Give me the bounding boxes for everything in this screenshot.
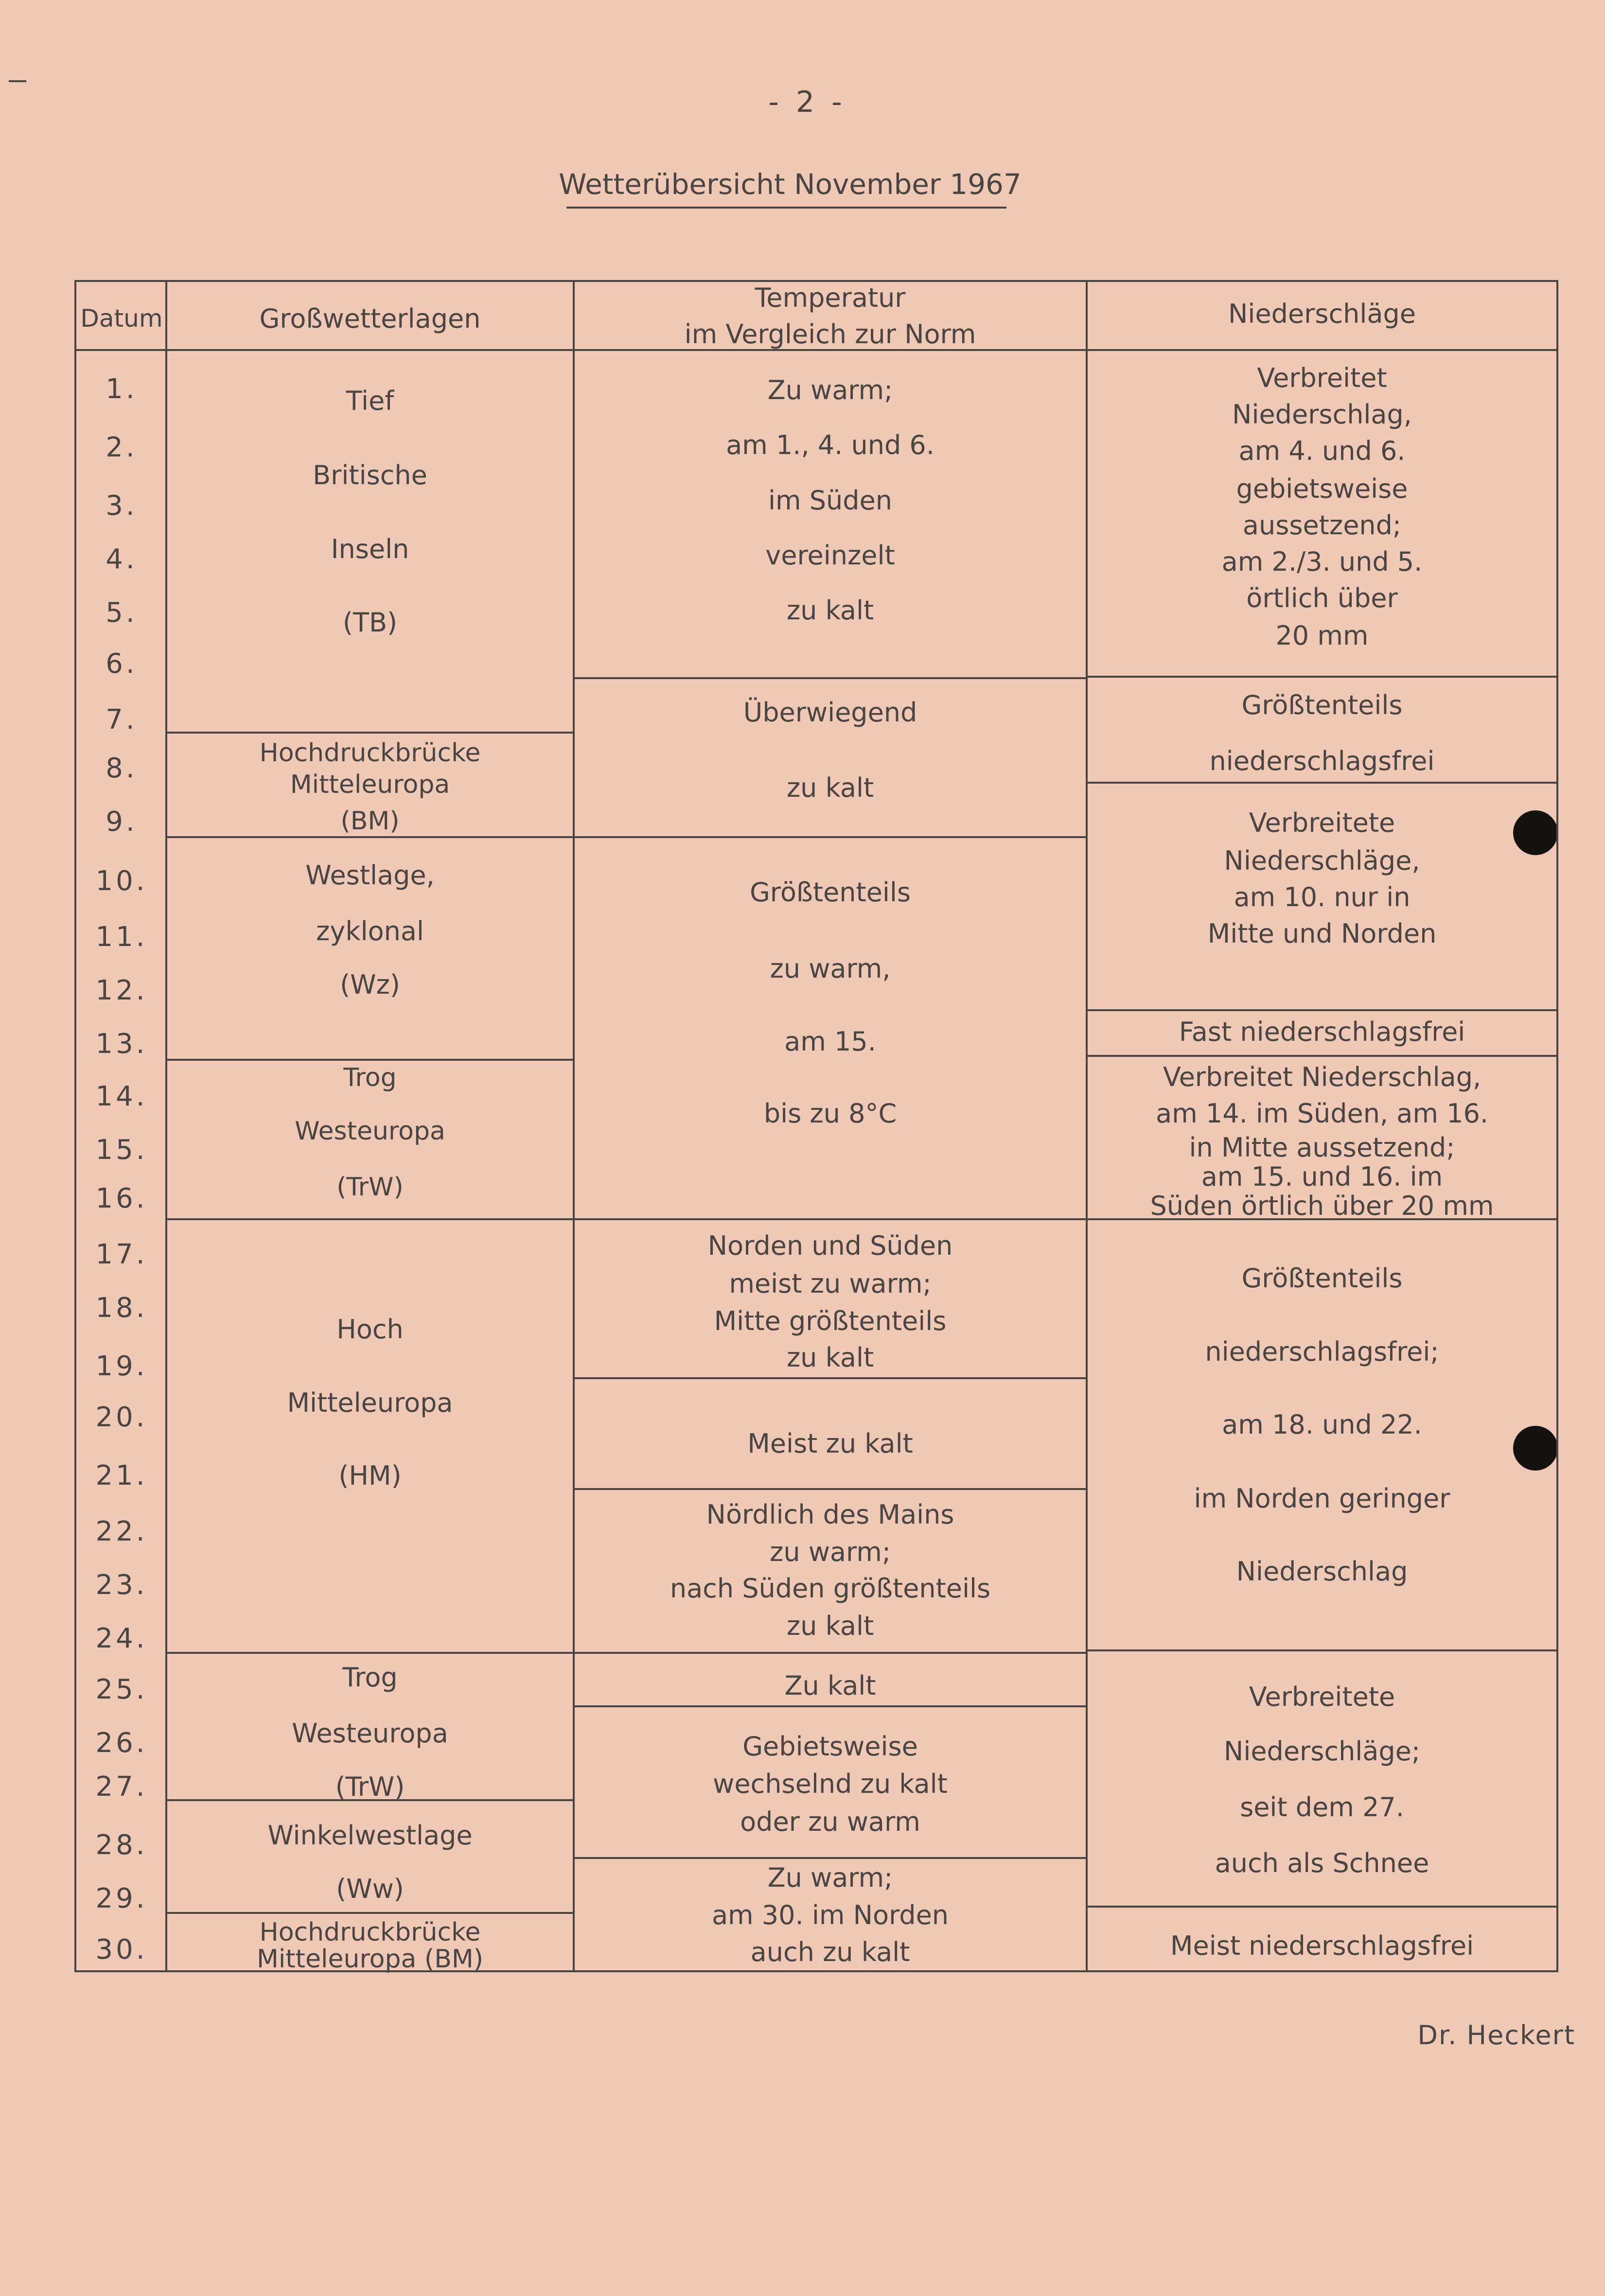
- nied-6-line2: niederschlagsfrei;: [1205, 1336, 1439, 1367]
- temp-9-line2: am 30. im Norden: [711, 1900, 949, 1930]
- lage-tb-line4: (TB): [342, 607, 398, 638]
- nied-3-line3: am 10. nur in: [1234, 882, 1411, 912]
- lage-hm-line2: Mitteleuropa: [287, 1387, 453, 1418]
- lage-hm-line1: Hoch: [336, 1314, 404, 1345]
- lage-ww-line2: (Ww): [336, 1874, 404, 1904]
- nied-6-line4: im Norden geringer: [1194, 1483, 1450, 1514]
- nied-7-line3: seit dem 27.: [1240, 1792, 1404, 1823]
- header-datum: Datum: [80, 304, 163, 333]
- lage-trw-line3: (TrW): [336, 1173, 404, 1202]
- nied-5-line3: in Mitte aussetzend;: [1189, 1132, 1455, 1163]
- day-6: 6.: [106, 648, 138, 680]
- day-7: 7.: [106, 704, 138, 736]
- temp-9-line3: auch zu kalt: [750, 1937, 910, 1967]
- temp-8-line1: Gebietsweise: [742, 1731, 918, 1762]
- temp-4-line4: zu kalt: [786, 1342, 874, 1373]
- temp-6-line2: zu warm;: [769, 1537, 891, 1567]
- temp-1-line3: im Süden: [768, 485, 892, 516]
- temp-3-line4: bis zu 8°C: [763, 1098, 897, 1129]
- nied-1-line4: gebietsweise: [1236, 473, 1408, 504]
- nied-7-line1: Verbreitete: [1249, 1682, 1395, 1712]
- header-temperatur-line2: im Vergleich zur Norm: [684, 319, 976, 350]
- lage-bm-line2: Mitteleuropa: [290, 770, 450, 799]
- nied-6-line5: Niederschlag: [1236, 1556, 1408, 1587]
- signature: Dr. Heckert: [1417, 2020, 1575, 2051]
- day-28: 28.: [95, 1829, 148, 1861]
- nied-2-line2: niederschlagsfrei: [1209, 746, 1435, 776]
- nied-1-line7: örtlich über: [1246, 583, 1398, 613]
- temp-1-line2: am 1., 4. und 6.: [726, 430, 935, 460]
- temp-1-line5: zu kalt: [786, 595, 874, 626]
- temp-2-line2: zu kalt: [786, 772, 874, 803]
- temp-7-line1: Zu kalt: [784, 1670, 876, 1701]
- day-25: 25.: [95, 1674, 148, 1705]
- lage-trw-line2: Westeuropa: [295, 1117, 445, 1146]
- nied-7-line4: auch als Schnee: [1215, 1848, 1429, 1878]
- temp-2-line1: Überwiegend: [743, 697, 917, 728]
- nied-6-line3: am 18. und 22.: [1222, 1409, 1422, 1440]
- temp-3-line3: am 15.: [784, 1026, 876, 1057]
- lage-hm-line3: (HM): [338, 1460, 402, 1491]
- lage-bm2-line1: Hochdruckbrücke: [259, 1918, 481, 1947]
- header-grosswetterlagen: Großwetterlagen: [259, 303, 481, 334]
- day-19: 19.: [95, 1350, 148, 1382]
- page-title: Wetterübersicht November 1967: [559, 168, 1022, 201]
- day-20: 20.: [95, 1402, 148, 1433]
- lage-bm-line3: (BM): [340, 806, 400, 836]
- nied-1-line6: am 2./3. und 5.: [1221, 546, 1423, 577]
- header-temperatur-line1: Temperatur: [755, 282, 906, 313]
- day-27: 27.: [95, 1771, 148, 1803]
- temp-6-line3: nach Süden größtenteils: [670, 1573, 991, 1604]
- nied-3-line1: Verbreitete: [1249, 807, 1395, 838]
- day-17: 17.: [95, 1239, 148, 1270]
- temp-4-line1: Norden und Süden: [707, 1230, 953, 1261]
- lage-wz-line2: zyklonal: [316, 916, 424, 946]
- day-2: 2.: [106, 432, 138, 463]
- nied-5-line1: Verbreitet Niederschlag,: [1163, 1062, 1482, 1092]
- temp-6-line1: Nördlich des Mains: [706, 1499, 954, 1530]
- day-26: 26.: [95, 1727, 148, 1759]
- nied-2-line1: Größtenteils: [1241, 690, 1403, 720]
- day-14: 14.: [95, 1081, 148, 1112]
- temp-5-line1: Meist zu kalt: [747, 1428, 913, 1459]
- page-number: - 2 -: [768, 85, 846, 119]
- day-15: 15.: [95, 1134, 148, 1166]
- nied-6-line1: Größtenteils: [1241, 1263, 1403, 1294]
- nied-5-line5: Süden örtlich über 20 mm: [1150, 1191, 1494, 1221]
- temp-8-line2: wechselnd zu kalt: [713, 1769, 948, 1799]
- nied-1-line5: aussetzend;: [1242, 510, 1402, 541]
- lage-trw2-line1: Trog: [342, 1662, 398, 1693]
- lage-tb-line1: Tief: [346, 386, 394, 416]
- lage-tb-line3: Inseln: [331, 534, 409, 564]
- temp-4-line2: meist zu warm;: [729, 1268, 932, 1299]
- nied-1-line2: Niederschlag,: [1232, 399, 1412, 430]
- day-29: 29.: [95, 1883, 148, 1914]
- nied-4-line1: Fast niederschlagsfrei: [1179, 1017, 1465, 1047]
- temp-6-line4: zu kalt: [786, 1611, 874, 1641]
- nied-7-line2: Niederschläge;: [1223, 1736, 1421, 1767]
- day-16: 16.: [95, 1183, 148, 1214]
- lage-trw-line1: Trog: [343, 1063, 397, 1092]
- nied-1-line3: am 4. und 6.: [1238, 436, 1406, 466]
- lage-wz-line3: (Wz): [340, 969, 400, 1000]
- temp-3-line1: Größtenteils: [749, 877, 911, 908]
- nied-5-line2: am 14. im Süden, am 16.: [1156, 1098, 1488, 1129]
- day-24: 24.: [95, 1623, 148, 1654]
- day-10: 10.: [95, 865, 148, 897]
- nied-1-line8: 20 mm: [1275, 620, 1369, 651]
- day-11: 11.: [95, 921, 148, 953]
- day-8: 8.: [106, 753, 138, 784]
- temp-1-line4: vereinzelt: [765, 540, 895, 571]
- day-30: 30.: [95, 1934, 148, 1965]
- nied-3-line4: Mitte und Norden: [1207, 918, 1437, 949]
- day-9: 9.: [106, 806, 138, 838]
- day-1: 1.: [106, 373, 138, 405]
- lage-trw2-line2: Westeuropa: [292, 1718, 448, 1749]
- lage-ww-line1: Winkelwestlage: [267, 1820, 473, 1851]
- lage-trw2-line3: (TrW): [335, 1771, 405, 1802]
- temp-4-line3: Mitte größtenteils: [714, 1306, 947, 1336]
- day-21: 21.: [95, 1460, 148, 1491]
- day-12: 12.: [95, 975, 148, 1006]
- temp-9-line1: Zu warm;: [767, 1862, 893, 1893]
- nied-5-line4: am 15. und 16. im: [1201, 1161, 1443, 1192]
- lage-bm2-line2: Mitteleuropa (BM): [256, 1945, 484, 1974]
- lage-tb-line2: Britische: [313, 460, 427, 491]
- day-5: 5.: [106, 597, 138, 629]
- lage-wz-line1: Westlage,: [305, 860, 435, 891]
- temp-3-line2: zu warm,: [770, 953, 891, 984]
- lage-bm-line1: Hochdruckbrücke: [259, 738, 481, 768]
- day-22: 22.: [95, 1516, 148, 1547]
- nied-3-line2: Niederschläge,: [1224, 845, 1420, 876]
- day-4: 4.: [106, 543, 138, 575]
- temp-8-line3: oder zu warm: [740, 1806, 920, 1837]
- day-18: 18.: [95, 1292, 148, 1324]
- nied-8-line1: Meist niederschlagsfrei: [1170, 1930, 1474, 1961]
- nied-1-line1: Verbreitet: [1257, 363, 1387, 393]
- day-3: 3.: [106, 490, 138, 522]
- day-23: 23.: [95, 1569, 148, 1601]
- temp-1-line1: Zu warm;: [767, 375, 893, 405]
- header-niederschlaege: Niederschläge: [1228, 298, 1416, 329]
- day-13: 13.: [95, 1028, 148, 1060]
